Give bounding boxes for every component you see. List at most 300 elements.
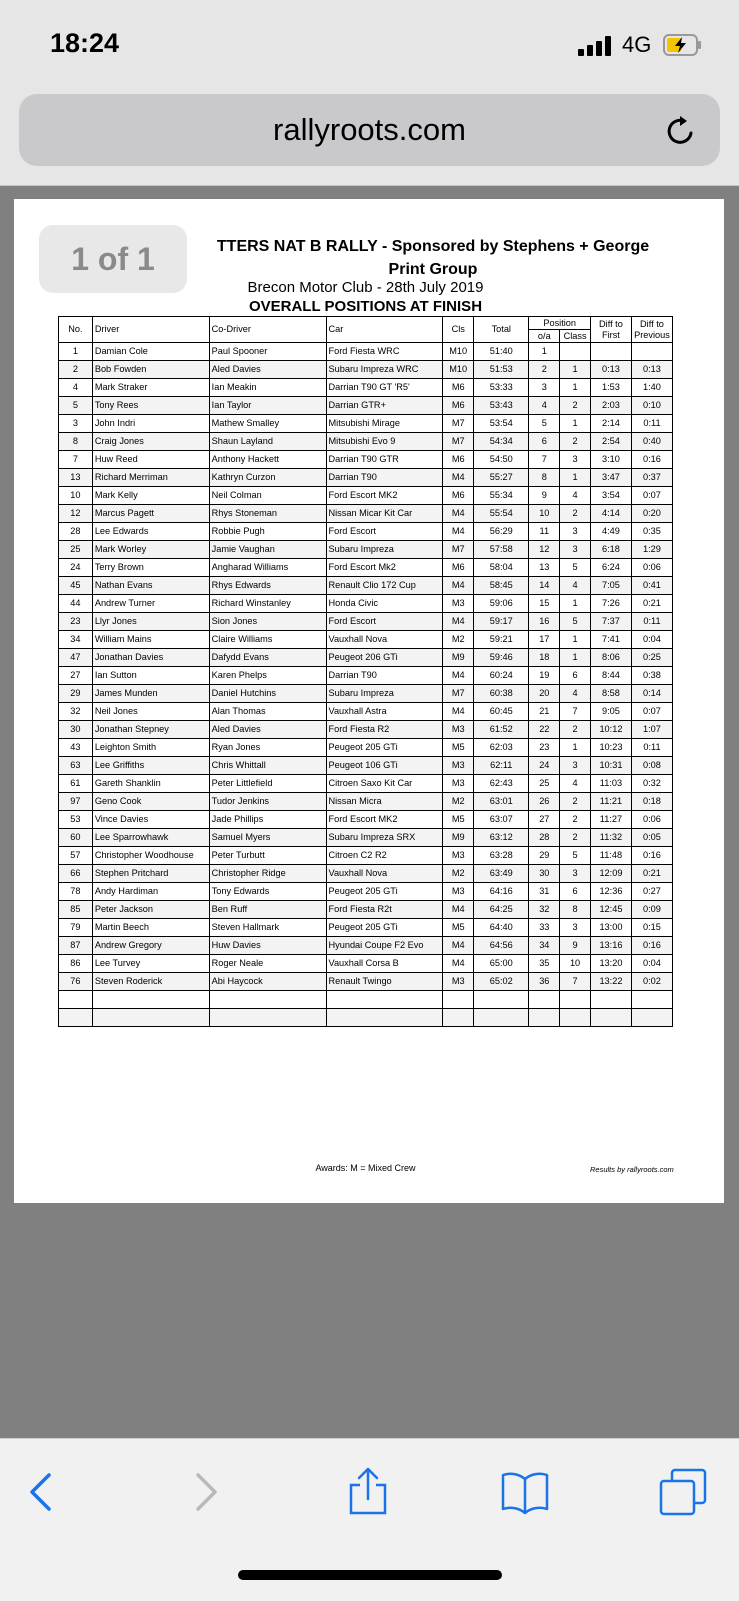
cell-total: 65:00 (474, 955, 529, 973)
cell-diff-prev: 0:40 (631, 433, 672, 451)
cell-driver: William Mains (92, 631, 209, 649)
table-row (59, 649, 673, 667)
cell-car: Nissan Micra (326, 793, 443, 811)
reload-icon[interactable] (664, 114, 698, 148)
cell-no: 2 (59, 361, 93, 379)
cell-cls: M6 (443, 487, 474, 505)
cell-car: Nissan Micar Kit Car (326, 505, 443, 523)
cell-no: 97 (59, 793, 93, 811)
cell-class: 1 (560, 361, 591, 379)
cell-codriver: Alan Thomas (209, 703, 326, 721)
cell-driver: Bob Fowden (92, 361, 209, 379)
cell-overall (529, 1009, 560, 1027)
cell-diff-prev: 0:21 (631, 865, 672, 883)
cell-diff-prev: 0:18 (631, 793, 672, 811)
cell-driver: John Indri (92, 415, 209, 433)
cell-total: 53:43 (474, 397, 529, 415)
cell-car: Peugeot 206 GTi (326, 649, 443, 667)
cell-cls: M3 (443, 775, 474, 793)
cell-diff-prev: 0:41 (631, 577, 672, 595)
cell-overall: 4 (529, 397, 560, 415)
cell-no: 10 (59, 487, 93, 505)
document-title (188, 235, 678, 281)
cell-codriver: Jade Phillips (209, 811, 326, 829)
cell-no: 34 (59, 631, 93, 649)
cell-car: Darrian GTR+ (326, 397, 443, 415)
cell-no: 61 (59, 775, 93, 793)
cell-codriver: Ryan Jones (209, 739, 326, 757)
cell-class (560, 1009, 591, 1027)
cell-codriver: Neil Colman (209, 487, 326, 505)
cell-diff-first: 10:31 (590, 757, 631, 775)
cell-class: 2 (560, 829, 591, 847)
cell-car: Peugeot 106 GTi (326, 757, 443, 775)
cell-class: 3 (560, 541, 591, 559)
cell-car: Ford Escort MK2 (326, 811, 443, 829)
cell-total: 53:54 (474, 415, 529, 433)
cell-diff-prev: 0:04 (631, 955, 672, 973)
cell-driver: Jonathan Stepney (92, 721, 209, 739)
cell-overall: 31 (529, 883, 560, 901)
cell-overall: 2 (529, 361, 560, 379)
cell-driver: Neil Jones (92, 703, 209, 721)
cell-diff-prev: 0:35 (631, 523, 672, 541)
cell-driver (92, 1009, 209, 1027)
cell-driver: Huw Reed (92, 451, 209, 469)
table-row (59, 469, 673, 487)
table-row (59, 541, 673, 559)
cell-diff-first: 6:24 (590, 559, 631, 577)
cell-diff-first: 13:16 (590, 937, 631, 955)
cell-diff-prev: 0:38 (631, 667, 672, 685)
cell-total: 62:11 (474, 757, 529, 775)
cell-car: Renault Twingo (326, 973, 443, 991)
cell-diff-first: 11:27 (590, 811, 631, 829)
table-row (59, 631, 673, 649)
cell-diff-prev (631, 1009, 672, 1027)
cell-diff-first: 3:47 (590, 469, 631, 487)
cell-car: Ford Escort (326, 523, 443, 541)
cell-class: 7 (560, 973, 591, 991)
cell-class: 4 (560, 775, 591, 793)
table-row (59, 361, 673, 379)
cell-overall: 7 (529, 451, 560, 469)
table-row (59, 973, 673, 991)
cell-no (59, 1009, 93, 1027)
document-subtitle: Brecon Motor Club - 28th July 2019 (247, 279, 484, 296)
cell-no: 8 (59, 433, 93, 451)
cell-cls (443, 1009, 474, 1027)
cell-driver: Andy Hardiman (92, 883, 209, 901)
cell-driver (92, 991, 209, 1009)
cell-class: 1 (560, 649, 591, 667)
cell-car: Vauxhall Nova (326, 865, 443, 883)
cell-codriver (209, 991, 326, 1009)
cell-diff-prev: 0:08 (631, 757, 672, 775)
cell-total: 51:53 (474, 361, 529, 379)
cell-diff-first: 12:09 (590, 865, 631, 883)
bookmarks-icon[interactable] (500, 1467, 550, 1517)
cell-diff-first: 6:18 (590, 541, 631, 559)
cell-diff-first: 3:54 (590, 487, 631, 505)
cell-codriver: Shaun Layland (209, 433, 326, 451)
cell-codriver: Ben Ruff (209, 901, 326, 919)
cell-total: 56:29 (474, 523, 529, 541)
cell-diff-prev: 0:11 (631, 739, 672, 757)
cell-total: 60:24 (474, 667, 529, 685)
table-row (59, 793, 673, 811)
cell-overall: 28 (529, 829, 560, 847)
cell-overall: 20 (529, 685, 560, 703)
cell-driver: Vince Davies (92, 811, 209, 829)
cell-no: 44 (59, 595, 93, 613)
table-row (59, 757, 673, 775)
cell-class: 1 (560, 631, 591, 649)
col-position: Position (529, 317, 591, 330)
cell-diff-prev: 0:21 (631, 595, 672, 613)
cell-overall: 5 (529, 415, 560, 433)
cell-class: 1 (560, 379, 591, 397)
cell-class: 1 (560, 739, 591, 757)
address-bar[interactable] (19, 94, 720, 166)
cell-cls: M10 (443, 343, 474, 361)
table-row (59, 991, 673, 1009)
col-driver: Driver (92, 317, 209, 343)
cell-total: 53:33 (474, 379, 529, 397)
col-cls: Cls (443, 317, 474, 343)
table-row (59, 523, 673, 541)
cell-diff-first (590, 1009, 631, 1027)
cell-car: Citroen C2 R2 (326, 847, 443, 865)
table-row (59, 487, 673, 505)
status-time: 18:24 (50, 28, 120, 58)
cell-diff-prev: 1:07 (631, 721, 672, 739)
cell-cls (443, 991, 474, 1009)
cell-car (326, 1009, 443, 1027)
col-diff-first: Diff to First (590, 317, 631, 343)
cell-cls: M3 (443, 721, 474, 739)
cell-cls: M5 (443, 919, 474, 937)
url-text[interactable]: rallyroots.com (273, 112, 466, 147)
cell-no: 45 (59, 577, 93, 595)
cell-total: 64:56 (474, 937, 529, 955)
table-row (59, 343, 673, 361)
cell-total: 64:40 (474, 919, 529, 937)
cell-class: 2 (560, 397, 591, 415)
cell-diff-first: 4:49 (590, 523, 631, 541)
cell-diff-prev: 0:13 (631, 361, 672, 379)
table-row (59, 451, 673, 469)
cell-class: 1 (560, 415, 591, 433)
cell-class: 2 (560, 505, 591, 523)
forward-button[interactable] (180, 1467, 230, 1517)
cell-total: 61:52 (474, 721, 529, 739)
cell-cls: M2 (443, 793, 474, 811)
cell-diff-first: 10:23 (590, 739, 631, 757)
cell-diff-first: 8:58 (590, 685, 631, 703)
browser-address-area (0, 90, 739, 186)
cell-codriver: Paul Spooner (209, 343, 326, 361)
cell-total: 54:34 (474, 433, 529, 451)
cell-diff-first: 4:14 (590, 505, 631, 523)
cell-car: Subaru Impreza SRX (326, 829, 443, 847)
cell-diff-first: 9:05 (590, 703, 631, 721)
cell-total: 63:01 (474, 793, 529, 811)
cell-driver: Craig Jones (92, 433, 209, 451)
col-overall: o/a (529, 330, 560, 343)
cell-total: 58:04 (474, 559, 529, 577)
cell-car: Honda Civic (326, 595, 443, 613)
cell-codriver: Rhys Stoneman (209, 505, 326, 523)
cell-codriver: Samuel Myers (209, 829, 326, 847)
cell-total: 65:02 (474, 973, 529, 991)
cell-diff-first: 3:10 (590, 451, 631, 469)
table-row (59, 505, 673, 523)
cell-cls: M5 (443, 811, 474, 829)
cell-cls: M3 (443, 883, 474, 901)
col-total: Total (474, 317, 529, 343)
cell-cls: M4 (443, 469, 474, 487)
cell-car: Citroen Saxo Kit Car (326, 775, 443, 793)
cell-diff-prev (631, 991, 672, 1009)
cell-total: 63:12 (474, 829, 529, 847)
cell-overall: 1 (529, 343, 560, 361)
table-row (59, 703, 673, 721)
cell-no: 29 (59, 685, 93, 703)
cell-total (474, 1009, 529, 1027)
status-bar (0, 0, 739, 90)
cell-class: 2 (560, 811, 591, 829)
cell-diff-prev: 0:14 (631, 685, 672, 703)
cell-class: 3 (560, 757, 591, 775)
cell-no: 60 (59, 829, 93, 847)
cell-driver: Terry Brown (92, 559, 209, 577)
cell-codriver: Ian Taylor (209, 397, 326, 415)
table-row (59, 559, 673, 577)
cell-overall: 25 (529, 775, 560, 793)
cell-car: Ford Escort MK2 (326, 487, 443, 505)
cell-overall: 30 (529, 865, 560, 883)
cellular-signal-icon (578, 36, 614, 56)
cell-total: 60:38 (474, 685, 529, 703)
cell-no (59, 991, 93, 1009)
title-sponsor: Sponsored by Stephens + George (391, 238, 650, 255)
cell-driver: Gareth Shanklin (92, 775, 209, 793)
cell-overall: 12 (529, 541, 560, 559)
title-tail: Print Group (388, 261, 478, 278)
cell-car: Vauxhall Nova (326, 631, 443, 649)
cell-diff-first (590, 991, 631, 1009)
table-row (59, 919, 673, 937)
cell-cls: M4 (443, 505, 474, 523)
cell-codriver: Angharad Williams (209, 559, 326, 577)
table-row (59, 775, 673, 793)
cell-class: 3 (560, 865, 591, 883)
cell-codriver: Rhys Edwards (209, 577, 326, 595)
back-button[interactable] (17, 1467, 67, 1517)
col-no: No. (59, 317, 93, 343)
cell-codriver: Chris Whittall (209, 757, 326, 775)
cell-diff-prev: 0:27 (631, 883, 672, 901)
cell-driver: Leighton Smith (92, 739, 209, 757)
cell-driver: Mark Kelly (92, 487, 209, 505)
cell-overall: 24 (529, 757, 560, 775)
results-heading: OVERALL POSITIONS AT FINISH (248, 298, 483, 315)
cell-class: 5 (560, 613, 591, 631)
cell-diff-first (590, 343, 631, 361)
cell-driver: James Munden (92, 685, 209, 703)
cell-no: 3 (59, 415, 93, 433)
cell-overall: 19 (529, 667, 560, 685)
cell-car: Mitsubishi Mirage (326, 415, 443, 433)
cell-overall: 10 (529, 505, 560, 523)
share-icon[interactable] (343, 1467, 393, 1517)
cell-cls: M9 (443, 649, 474, 667)
cell-diff-prev: 0:16 (631, 847, 672, 865)
cell-diff-prev: 0:11 (631, 613, 672, 631)
cell-car (326, 991, 443, 1009)
cell-no: 53 (59, 811, 93, 829)
col-codriver: Co-Driver (209, 317, 326, 343)
cell-diff-first: 11:48 (590, 847, 631, 865)
cell-codriver: Robbie Pugh (209, 523, 326, 541)
cell-overall: 33 (529, 919, 560, 937)
cell-diff-prev: 0:09 (631, 901, 672, 919)
cell-codriver: Christopher Ridge (209, 865, 326, 883)
cell-total: 55:54 (474, 505, 529, 523)
cell-diff-first: 12:36 (590, 883, 631, 901)
tabs-icon[interactable] (658, 1467, 708, 1517)
cell-overall: 9 (529, 487, 560, 505)
cell-class (560, 343, 591, 361)
cell-cls: M2 (443, 631, 474, 649)
cell-cls: M3 (443, 847, 474, 865)
cell-total: 55:34 (474, 487, 529, 505)
cell-class: 5 (560, 559, 591, 577)
home-indicator[interactable] (238, 1570, 502, 1580)
cell-class: 5 (560, 847, 591, 865)
cell-class: 6 (560, 883, 591, 901)
cell-driver: Stephen Pritchard (92, 865, 209, 883)
cell-no: 28 (59, 523, 93, 541)
cell-codriver: Ian Meakin (209, 379, 326, 397)
table-row (59, 847, 673, 865)
cell-overall: 22 (529, 721, 560, 739)
cell-overall: 32 (529, 901, 560, 919)
table-row (59, 397, 673, 415)
cell-codriver: Mathew Smalley (209, 415, 326, 433)
cell-car: Peugeot 205 GTi (326, 919, 443, 937)
table-row (59, 613, 673, 631)
cell-overall: 35 (529, 955, 560, 973)
cell-cls: M3 (443, 595, 474, 613)
cell-total: 63:07 (474, 811, 529, 829)
cell-overall: 13 (529, 559, 560, 577)
cell-cls: M3 (443, 757, 474, 775)
cell-diff-prev: 0:07 (631, 487, 672, 505)
table-header-row (59, 317, 673, 330)
cell-codriver: Huw Davies (209, 937, 326, 955)
cell-diff-prev: 1:40 (631, 379, 672, 397)
cell-cls: M7 (443, 415, 474, 433)
cell-driver: Lee Turvey (92, 955, 209, 973)
cell-overall: 18 (529, 649, 560, 667)
cell-cls: M6 (443, 451, 474, 469)
cell-diff-prev: 0:05 (631, 829, 672, 847)
cell-class: 2 (560, 721, 591, 739)
cell-car: Ford Fiesta R2t (326, 901, 443, 919)
cell-class: 2 (560, 793, 591, 811)
table-row (59, 577, 673, 595)
cell-diff-first: 2:03 (590, 397, 631, 415)
cell-diff-first: 2:14 (590, 415, 631, 433)
cell-diff-first: 0:13 (590, 361, 631, 379)
cell-cls: M6 (443, 379, 474, 397)
cell-codriver: Anthony Hackett (209, 451, 326, 469)
cell-no: 87 (59, 937, 93, 955)
cell-diff-first: 8:06 (590, 649, 631, 667)
cell-driver: Jonathan Davies (92, 649, 209, 667)
cell-diff-prev: 0:07 (631, 703, 672, 721)
cell-overall: 8 (529, 469, 560, 487)
cell-diff-prev: 0:20 (631, 505, 672, 523)
cell-car: Peugeot 205 GTi (326, 739, 443, 757)
cell-car: Vauxhall Corsa B (326, 955, 443, 973)
cell-no: 24 (59, 559, 93, 577)
cell-class: 9 (560, 937, 591, 955)
cell-driver: Geno Cook (92, 793, 209, 811)
cell-cls: M5 (443, 739, 474, 757)
cell-no: 86 (59, 955, 93, 973)
cell-codriver: Karen Phelps (209, 667, 326, 685)
cell-overall: 15 (529, 595, 560, 613)
cell-driver: Mark Worley (92, 541, 209, 559)
cell-cls: M7 (443, 685, 474, 703)
cell-total: 63:49 (474, 865, 529, 883)
cell-total: 59:46 (474, 649, 529, 667)
cell-driver: Marcus Pagett (92, 505, 209, 523)
cell-cls: M4 (443, 577, 474, 595)
cell-overall: 17 (529, 631, 560, 649)
cell-no: 66 (59, 865, 93, 883)
cell-no: 4 (59, 379, 93, 397)
cell-driver: Lee Sparrowhawk (92, 829, 209, 847)
cell-codriver: Steven Hallmark (209, 919, 326, 937)
cell-class: 3 (560, 919, 591, 937)
cell-car: Peugeot 205 GTi (326, 883, 443, 901)
cell-codriver: Jamie Vaughan (209, 541, 326, 559)
cell-cls: M4 (443, 667, 474, 685)
col-diff-prev: Diff to Previous (631, 317, 672, 343)
cell-no: 85 (59, 901, 93, 919)
cell-car: Subaru Impreza WRC (326, 361, 443, 379)
cell-codriver: Kathryn Curzon (209, 469, 326, 487)
cell-no: 47 (59, 649, 93, 667)
cell-codriver (209, 1009, 326, 1027)
cell-total: 51:40 (474, 343, 529, 361)
table-row (59, 415, 673, 433)
cell-overall: 27 (529, 811, 560, 829)
table-row (59, 595, 673, 613)
cell-class: 2 (560, 433, 591, 451)
cell-car: Darrian T90 GT 'R5' (326, 379, 443, 397)
cell-overall: 21 (529, 703, 560, 721)
cell-diff-first: 8:44 (590, 667, 631, 685)
cell-total: 59:06 (474, 595, 529, 613)
cell-diff-prev: 0:06 (631, 811, 672, 829)
cell-driver: Peter Jackson (92, 901, 209, 919)
cell-driver: Lee Griffiths (92, 757, 209, 775)
